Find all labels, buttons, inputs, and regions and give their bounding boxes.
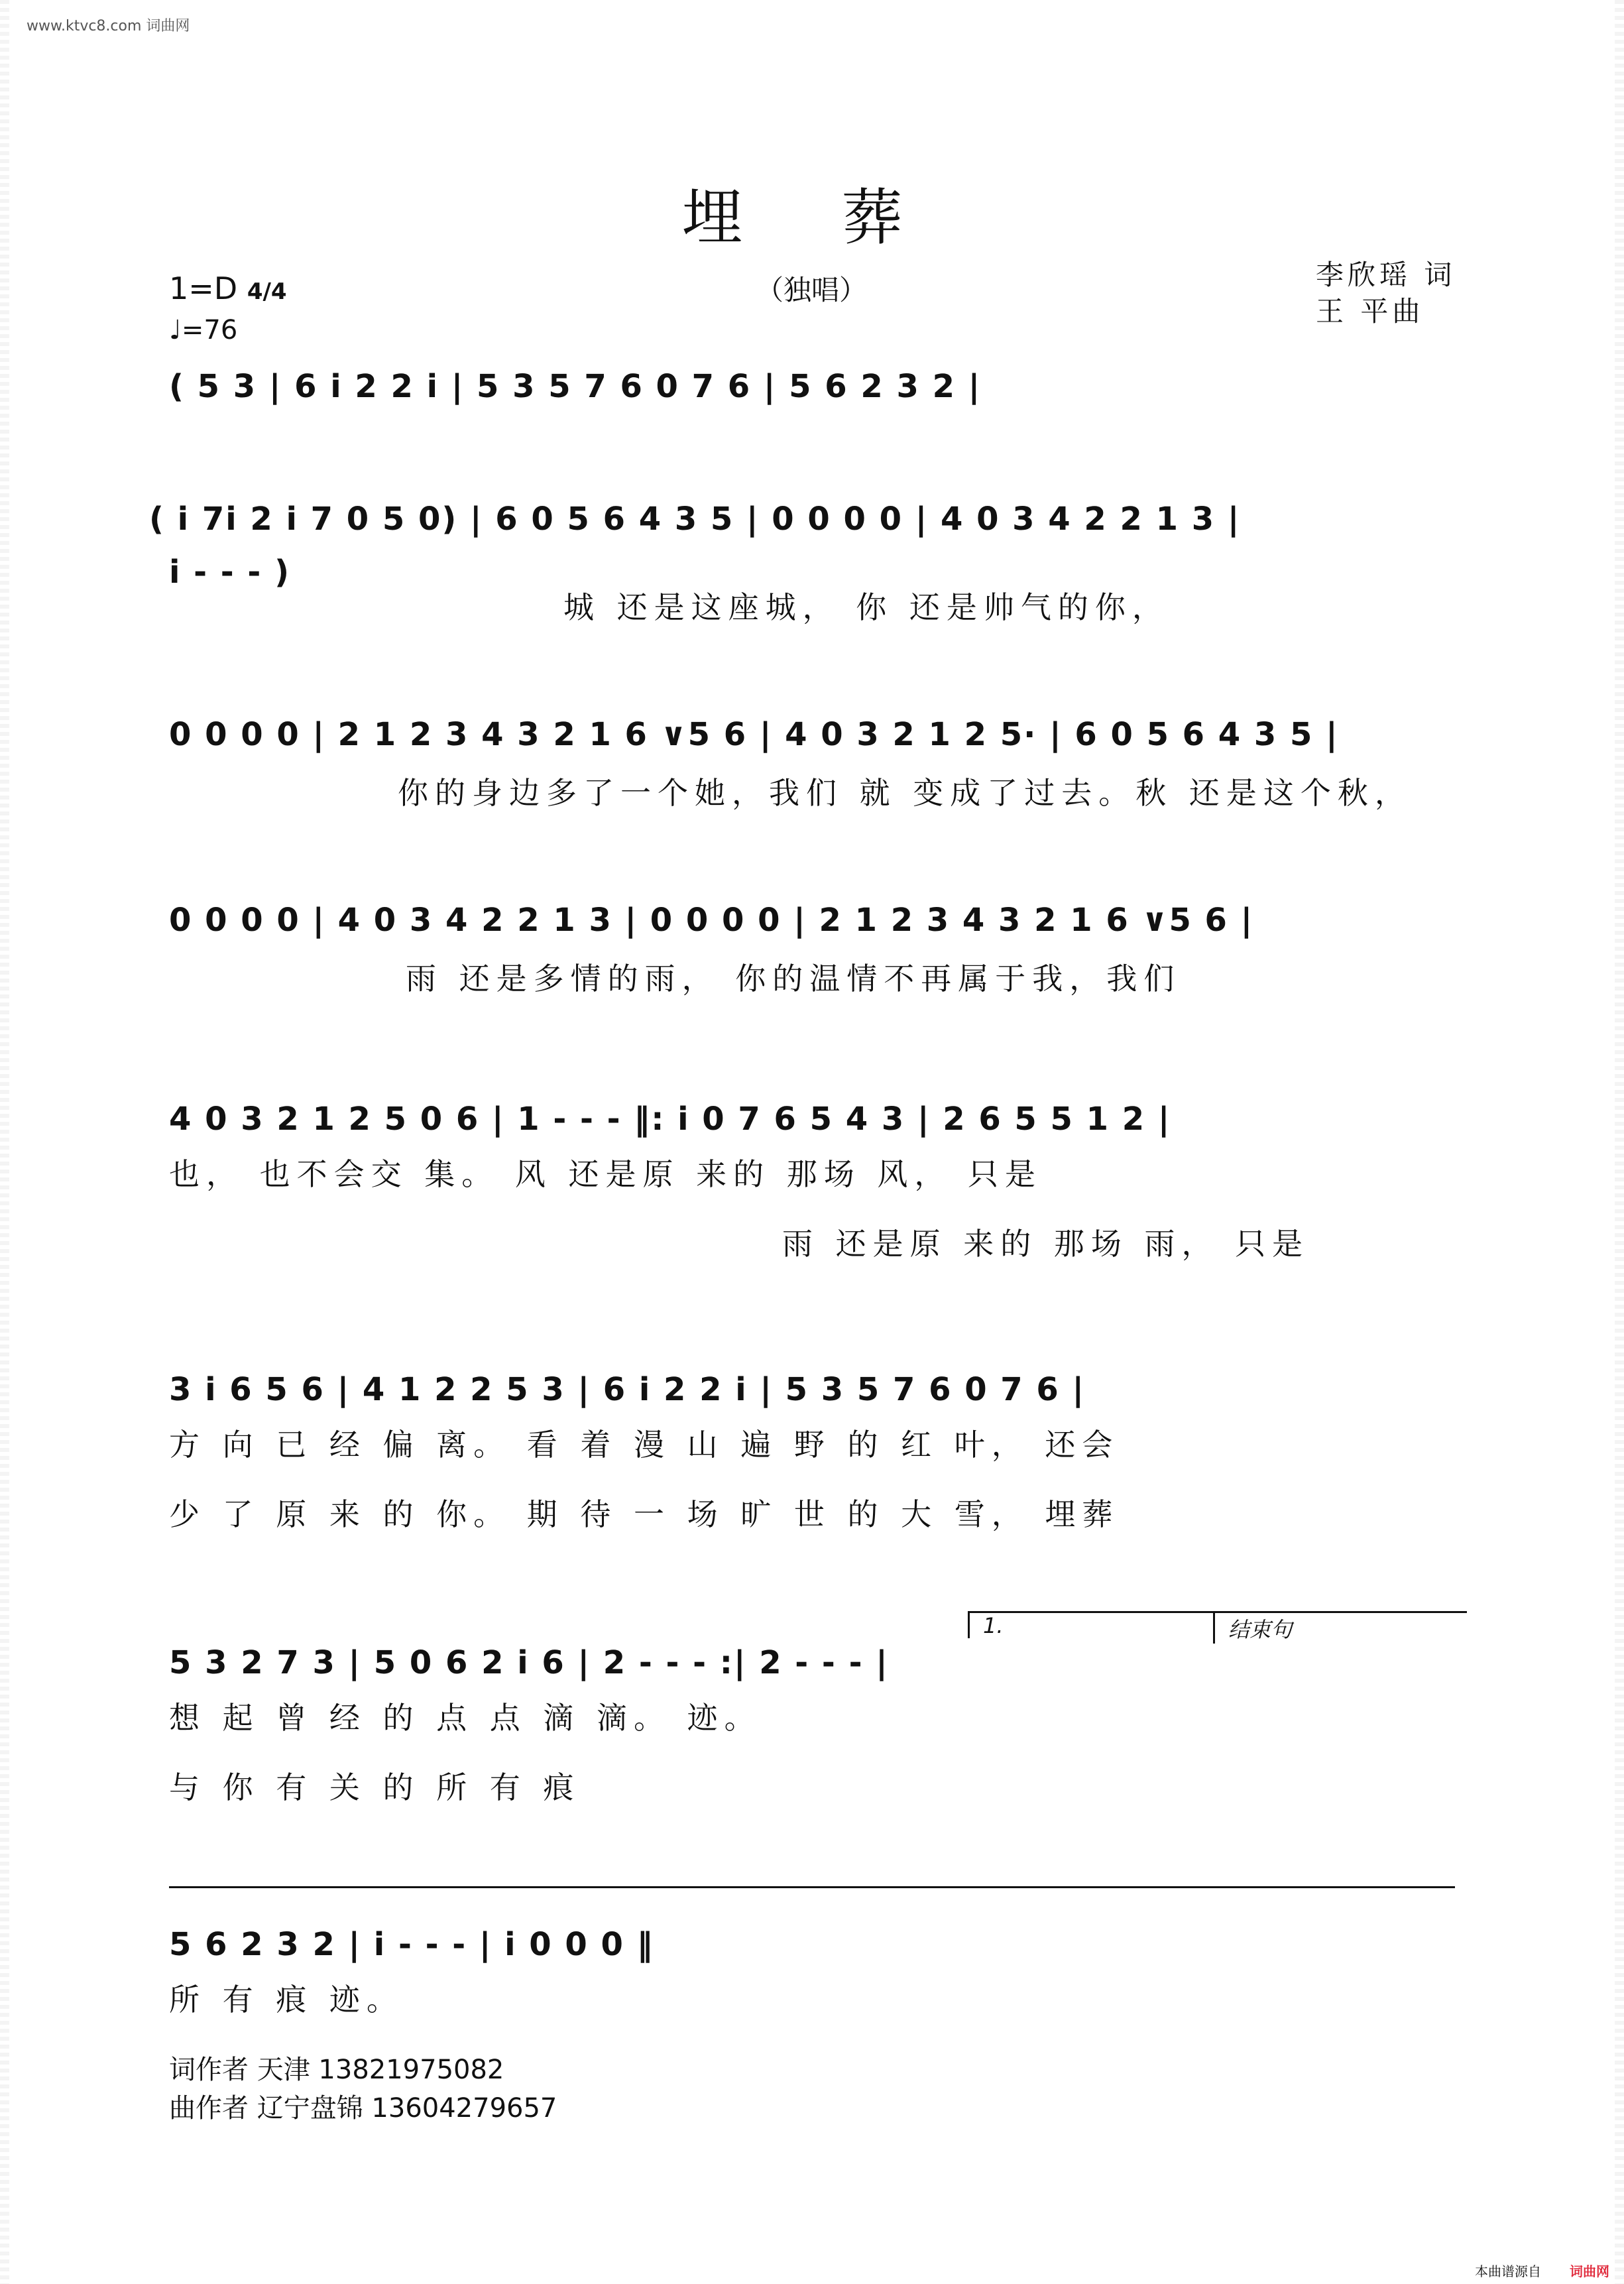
notation-line: 0 0 0 0 | 4 0 3 4 2 2 1 3 | 0 0 0 0 | 2 1 2 3 4 3 2 1 6 ∨5 6 | (169, 902, 1254, 939)
right-edge-decoration (1615, 0, 1624, 2284)
lyric-line: 所 有 痕 迹。 (169, 1982, 404, 2017)
time-signature: 4/4 (247, 278, 287, 305)
continuation-line (169, 1886, 1455, 1888)
site-header: www.ktvc8.com 词曲网 (27, 18, 190, 34)
key-signature (169, 270, 287, 306)
lyricist: 李欣瑶 词 (1316, 259, 1456, 291)
lyric-line-2: 与 你 有 关 的 所 有 痕 (169, 1770, 581, 1805)
site-logo: 词曲网 (1570, 2263, 1609, 2279)
volta-ending: 结束句 (1213, 1611, 1467, 1644)
tempo: ♩=76 (169, 315, 238, 345)
footer-composer-contact: 曲作者 辽宁盘锦 13604279657 (169, 2093, 557, 2124)
notation-line: 0 0 0 0 | 2 1 2 3 4 3 2 1 6 ∨5 6 | 4 0 3 2 1 2 5· | 6 0 5 6 4 3 5 | (169, 716, 1339, 753)
footer-lyricist-contact: 词作者 天津 13821975082 (169, 2055, 504, 2085)
lyric-line: 你的身边多了一个她，我们 就 变成了过去。秋 还是这个秋， (398, 775, 1412, 811)
volta-1: 1. (968, 1611, 1222, 1638)
notation-line: 5 6 2 3 2 | i - - - | i 0 0 0 ‖ (169, 1926, 654, 1963)
lyric-line-2: 雨 还是原 来的 那场 雨， 只是 (782, 1226, 1310, 1262)
notation-line: 5 3 2 7 3 | 5 0 6 2 i 6 | 2 - - - :| 2 - - - | (169, 1644, 889, 1681)
lyric-line-2: 少 了 原 来 的 你。 期 待 一 场 旷 世 的 大 雪， 埋葬 (169, 1496, 1120, 1532)
lyric-line: 雨 还是多情的雨， 你的温情不再属于我，我们 (406, 961, 1181, 996)
notation-line: ( 5 3 | 6 i 2 2 i | 5 3 5 7 6 0 7 6 | 5 6 2 3 2 | (169, 368, 982, 405)
left-edge-decoration (0, 0, 9, 2284)
notation-line: ( i 7i 2 i 7 0 5 0) | 6 0 5 6 4 3 5 | 0 0 0 0 | 4 0 3 4 2 2 1 3 | (149, 501, 1241, 538)
notation-line-lower: i - - - ) (169, 554, 290, 591)
notation-line: 3 i 6 5 6 | 4 1 2 2 5 3 | 6 i 2 2 i | 5 3 5 7 6 0 7 6 | (169, 1371, 1086, 1408)
notation-line: 4 0 3 2 1 2 5 0 6 | 1 - - - ‖: i 0 7 6 5 4 3 | 2 6 5 5 1 2 | (169, 1101, 1171, 1138)
subtitle: （独唱） (756, 274, 868, 306)
lyric-line: 也， 也不会交 集。 风 还是原 来的 那场 风， 只是 (169, 1156, 1042, 1192)
page-title: 埋 葬 (681, 182, 943, 253)
lyric-line: 方 向 已 经 偏 离。 看 着 漫 山 遍 野 的 红 叶， 还会 (169, 1427, 1120, 1463)
key-text: 1=D (169, 270, 238, 306)
lyric-line: 想 起 曾 经 的 点 点 滴 滴。 迹。 (169, 1700, 762, 1736)
lyric-line: 城 还是这座城， 你 还是帅气的你， (563, 589, 1169, 625)
source-note: 本曲谱源自 (1475, 2263, 1541, 2279)
composer: 王 平曲 (1316, 295, 1424, 328)
